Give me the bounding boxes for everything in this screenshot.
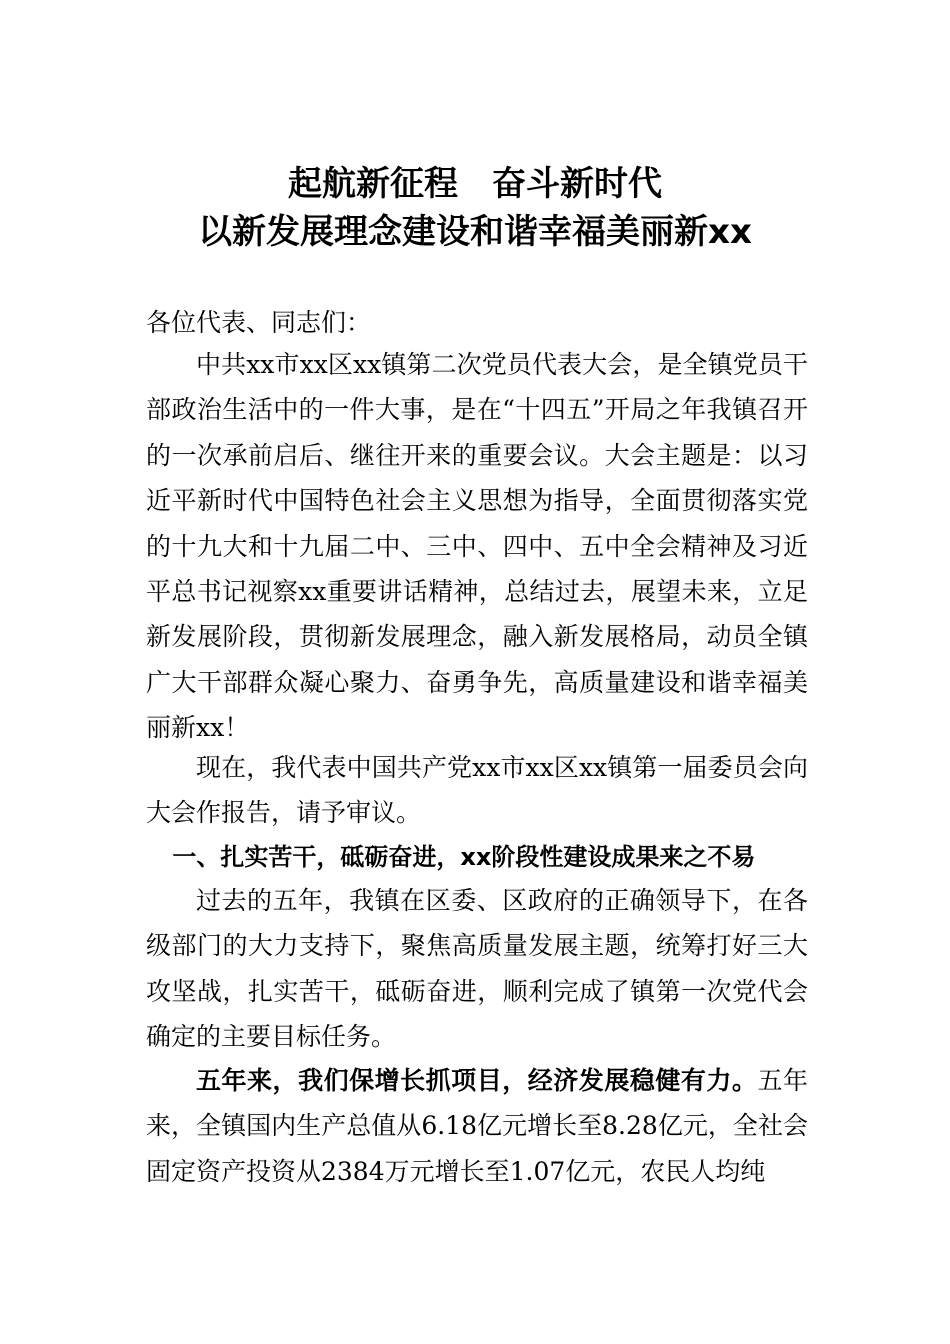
salutation: 各位代表、同志们： <box>146 308 372 337</box>
document-title-line-1: 起航新征程 奋斗新时代 <box>288 164 662 204</box>
document-title-line-2: 以新发展理念建设和谐幸福美丽新xx <box>198 212 752 252</box>
paragraph-report-intro: 现在，我代表中国共产党xx市xx区xx镇第一届委员会向大会作报告，请予审议。 <box>146 753 808 828</box>
section-heading-1: 一、扎实苦干，砥砺奋进，xx阶段性建设成果来之不易 <box>172 843 756 871</box>
paragraph-body-text: 五年来，全镇国内生产总值从6.18亿元增长至8.28亿元，全社会固定资产投资从2384万元增长至1.07亿元，农民人均纯 <box>146 1066 808 1186</box>
paragraph-opening: 中共xx市xx区xx镇第二次党员代表大会，是全镇党员干部政治生活中的一件大事，是在“十四五”开局之年我镇召开的一次承前启后、继往开来的重要会议。大会主题是：以习近平新时代中国特色社会主义思想为指导，全面贯彻落实党的十九大和十九届二中、三中、四中、五中全会精神及习近平总书记视察xx重要讲话精神，总结过去，展望未来，立足新发展阶段，贯彻新发展理念，融入新发展格局，动员全镇广大干部群众凝心聚力、奋勇争先，高质量建设和谐幸福美丽新xx！ <box>146 350 808 743</box>
paragraph-five-years-summary: 过去的五年，我镇在区委、区政府的正确领导下，在各级部门的大力支持下，聚焦高质量发展主题，统筹打好三大攻坚战，扎实苦干，砥砺奋进，顺利完成了镇第一次党代会确定的主要目标任务。 <box>146 886 808 1052</box>
paragraph-lead-sentence: 五年来，我们保增长抓项目，经济发展稳健有力。 <box>196 1066 758 1095</box>
paragraph-economic-growth <box>146 1058 808 1194</box>
